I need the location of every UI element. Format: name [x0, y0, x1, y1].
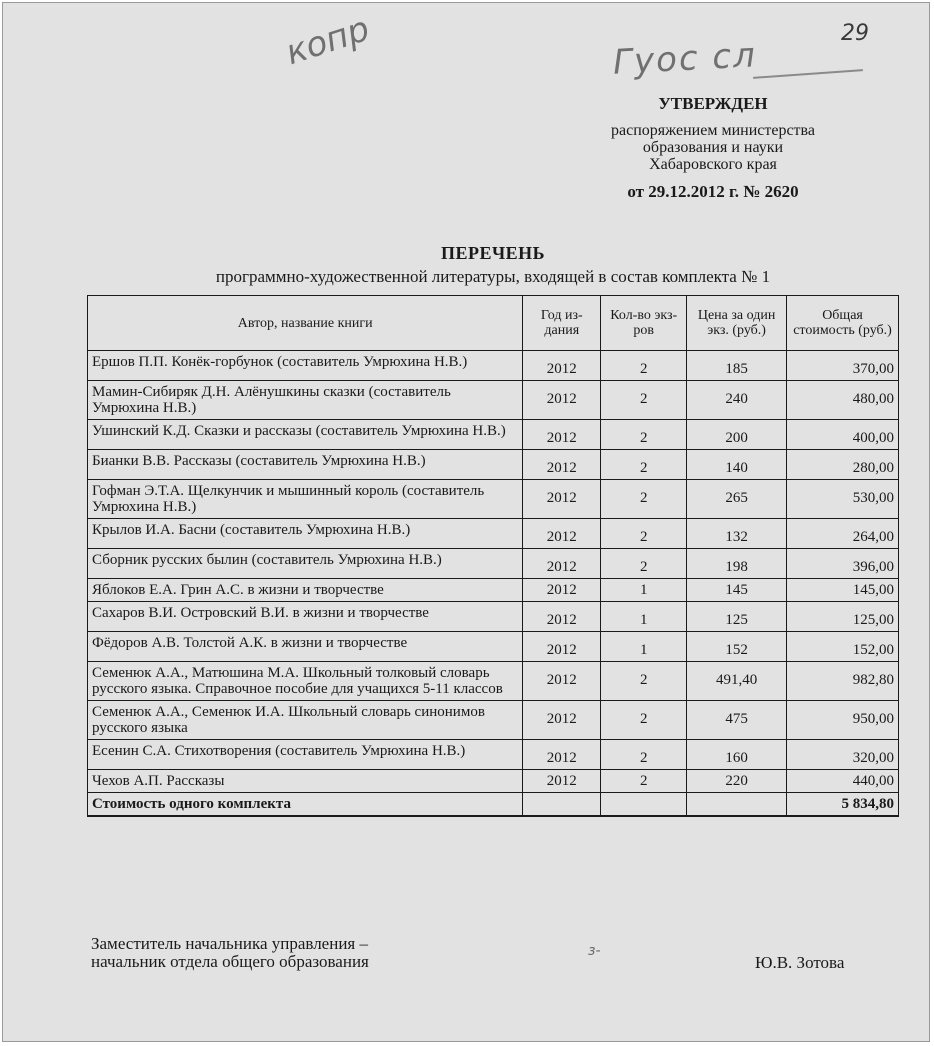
cell-year: 2012 [523, 602, 601, 632]
handwritten-signature: з- [588, 943, 601, 959]
table-total-row [88, 793, 899, 817]
cell-qty: 2 [601, 381, 687, 420]
cell-qty: 2 [601, 351, 687, 381]
handwritten-underline [753, 69, 863, 79]
header-year: Год из-дания [523, 296, 601, 351]
approval-stamp-block [543, 95, 883, 200]
cell-year: 2012 [523, 579, 601, 602]
cell-total: 480,00 [787, 381, 899, 420]
cell-price: 185 [687, 351, 787, 381]
cell-qty: 2 [601, 740, 687, 770]
cell-total: 320,00 [787, 740, 899, 770]
total-empty-year [523, 793, 601, 817]
table-row [88, 579, 899, 602]
cell-year: 2012 [523, 450, 601, 480]
approval-date: от 29.12.2012 г. № 2620 [627, 182, 799, 201]
book-list-table [87, 295, 899, 817]
cell-year: 2012 [523, 351, 601, 381]
table-header-row [88, 296, 899, 351]
approval-line-2: образования и науки [642, 139, 784, 156]
cell-title: Семенюк А.А., Матюшина М.А. Школьный толковый словарь русского языка. Справочное пособие для учащихся 5-11 классов [88, 662, 523, 701]
cell-price: 132 [687, 519, 787, 549]
cell-title: Есенин С.А. Стихотворения (составитель Умрюхина Н.В.) [88, 740, 523, 770]
total-label: Стоимость одного комплекта [88, 793, 523, 817]
cell-qty: 2 [601, 420, 687, 450]
table-row [88, 480, 899, 519]
cell-year: 2012 [523, 740, 601, 770]
cell-qty: 2 [601, 450, 687, 480]
cell-title: Семенюк А.А., Семенюк И.А. Школьный словарь синонимов русского языка [88, 701, 523, 740]
cell-title: Ершов П.П. Конёк-горбунок (составитель Умрюхина Н.В.) [88, 351, 523, 381]
table-row [88, 351, 899, 381]
table-row [88, 381, 899, 420]
cell-year: 2012 [523, 549, 601, 579]
cell-price: 200 [687, 420, 787, 450]
cell-year: 2012 [523, 701, 601, 740]
cell-total: 530,00 [787, 480, 899, 519]
cell-title: Мамин-Сибиряк Д.Н. Алёнушкины сказки (составитель Умрюхина Н.В.) [88, 381, 523, 420]
header-qty: Кол-во экз-ров [601, 296, 687, 351]
header-price: Цена за один экз. (руб.) [687, 296, 787, 351]
table-row [88, 770, 899, 793]
cell-total: 396,00 [787, 549, 899, 579]
total-empty-qty [601, 793, 687, 817]
approval-heading: УТВЕРЖДЕН [658, 94, 768, 113]
cell-price: 265 [687, 480, 787, 519]
cell-total: 370,00 [787, 351, 899, 381]
cell-qty: 2 [601, 549, 687, 579]
cell-title: Чехов А.П. Рассказы [88, 770, 523, 793]
cell-price: 240 [687, 381, 787, 420]
table-row [88, 701, 899, 740]
cell-total: 440,00 [787, 770, 899, 793]
cell-price: 140 [687, 450, 787, 480]
table-row [88, 662, 899, 701]
cell-price: 152 [687, 632, 787, 662]
cell-title: Яблоков Е.А. Грин А.С. в жизни и творчестве [88, 579, 523, 602]
cell-price: 220 [687, 770, 787, 793]
cell-year: 2012 [523, 480, 601, 519]
cell-total: 400,00 [787, 420, 899, 450]
cell-title: Фёдоров А.В. Толстой А.К. в жизни и творчестве [88, 632, 523, 662]
cell-year: 2012 [523, 770, 601, 793]
cell-total: 152,00 [787, 632, 899, 662]
document-subtitle: программно-художественной литературы, входящей в состав комплекта № 1 [215, 267, 771, 286]
signatory-line-1: Заместитель начальника управления – [91, 934, 368, 953]
cell-total: 145,00 [787, 579, 899, 602]
cell-title: Сахаров В.И. Островский В.И. в жизни и творчестве [88, 602, 523, 632]
table-row [88, 420, 899, 450]
header-total: Общая стоимость (руб.) [787, 296, 899, 351]
cell-price: 125 [687, 602, 787, 632]
handwritten-note-right: Гуос сл [612, 35, 758, 83]
total-value: 5 834,80 [787, 793, 899, 817]
cell-price: 145 [687, 579, 787, 602]
page-number: 29 [841, 21, 869, 46]
cell-title: Сборник русских былин (составитель Умрюхина Н.В.) [88, 549, 523, 579]
approval-line-1: распоряжением министерства [611, 122, 815, 139]
signatory-line-2: начальник отдела общего образования [91, 952, 369, 971]
cell-title: Ушинский К.Д. Сказки и рассказы (составитель Умрюхина Н.В.) [88, 420, 523, 450]
total-empty-price [687, 793, 787, 817]
cell-title: Крылов И.А. Басни (составитель Умрюхина Н.В.) [88, 519, 523, 549]
cell-year: 2012 [523, 420, 601, 450]
cell-total: 950,00 [787, 701, 899, 740]
document-title: ПЕРЕЧЕНЬ [440, 243, 546, 263]
table-row [88, 632, 899, 662]
cell-title: Бианки В.В. Рассказы (составитель Умрюхина Н.В.) [88, 450, 523, 480]
cell-title: Гофман Э.Т.А. Щелкунчик и мышинный король (составитель Умрюхина Н.В.) [88, 480, 523, 519]
cell-total: 280,00 [787, 450, 899, 480]
document-title-block [63, 243, 923, 287]
cell-price: 475 [687, 701, 787, 740]
document-page [2, 2, 930, 1042]
cell-qty: 1 [601, 579, 687, 602]
cell-qty: 2 [601, 662, 687, 701]
cell-year: 2012 [523, 662, 601, 701]
cell-qty: 1 [601, 602, 687, 632]
cell-year: 2012 [523, 632, 601, 662]
cell-total: 125,00 [787, 602, 899, 632]
cell-total: 982,80 [787, 662, 899, 701]
table-row [88, 519, 899, 549]
cell-qty: 2 [601, 480, 687, 519]
cell-price: 491,40 [687, 662, 787, 701]
cell-year: 2012 [523, 381, 601, 420]
table-row [88, 450, 899, 480]
table-row [88, 602, 899, 632]
handwritten-note-left: копр [280, 8, 375, 74]
cell-qty: 2 [601, 701, 687, 740]
cell-total: 264,00 [787, 519, 899, 549]
signatory-position [91, 935, 369, 971]
cell-qty: 2 [601, 770, 687, 793]
table-row [88, 549, 899, 579]
header-author: Автор, название книги [88, 296, 523, 351]
table-row [88, 740, 899, 770]
signatory-name: Ю.В. Зотова [755, 953, 845, 972]
cell-qty: 1 [601, 632, 687, 662]
approval-line-3: Хабаровского края [649, 156, 777, 173]
cell-year: 2012 [523, 519, 601, 549]
cell-price: 198 [687, 549, 787, 579]
cell-price: 160 [687, 740, 787, 770]
cell-qty: 2 [601, 519, 687, 549]
